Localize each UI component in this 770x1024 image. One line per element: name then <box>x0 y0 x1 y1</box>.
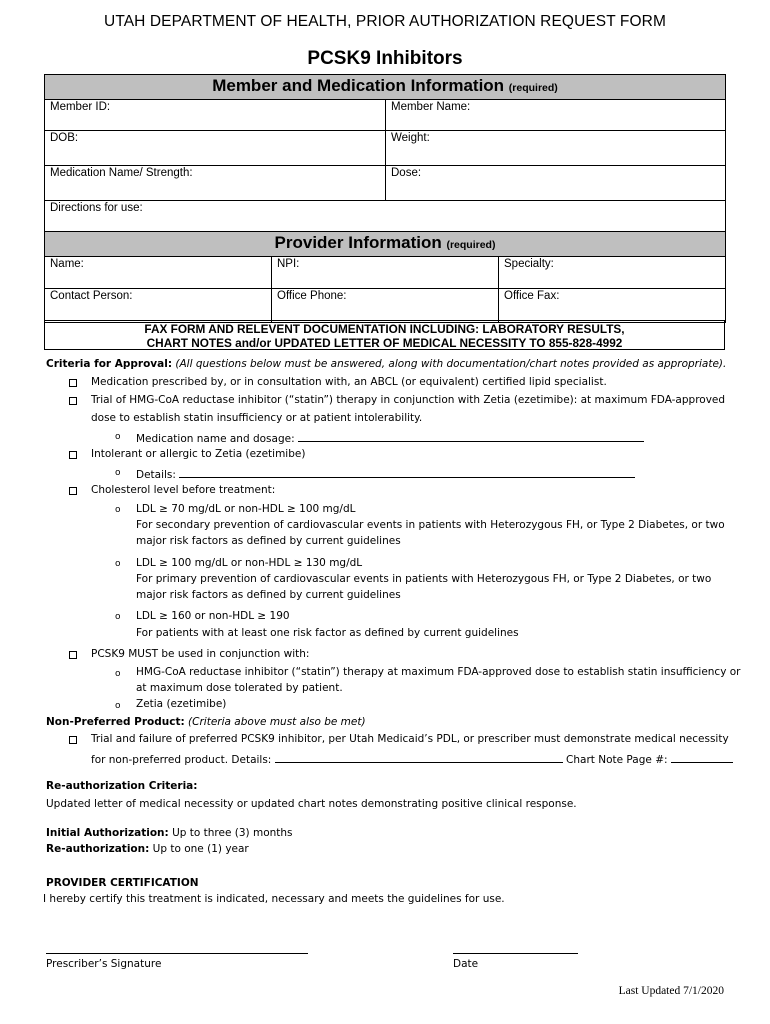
criteria-item-2-line2: dose to establish statin insufficiency or at patient intolerability. <box>91 412 423 424</box>
criteria-item-2-line1: Trial of HMG-CoA reductase inhibitor (“statin”) therapy in conjunction with Zetia (ezetimibe): at maximum FDA-approved <box>91 394 726 406</box>
directions-label: Directions for use: <box>50 202 143 214</box>
reauthorization <box>46 843 249 855</box>
reauth-label: Re-authorization: <box>46 843 150 855</box>
specialty-label: Specialty: <box>504 258 554 270</box>
bullet-circle-icon: o <box>115 701 121 711</box>
criteria-label: Criteria for Approval: <box>46 358 173 370</box>
ldl-option-1: LDL ≥ 70 mg/dL or non-HDL ≥ 100 mg/dL <box>136 503 356 515</box>
checkbox-pcsk9-conjunction[interactable] <box>69 651 77 659</box>
initial-auth-text: Up to three (3) months <box>168 827 293 839</box>
criteria-item-5: PCSK9 MUST be used in conjunction with: <box>91 648 310 660</box>
medication-dosage-input[interactable] <box>298 430 644 442</box>
non-preferred-note: (Criteria above must also be met) <box>188 716 366 728</box>
specialty-field[interactable] <box>499 257 726 289</box>
chart-note-input[interactable] <box>671 751 733 763</box>
criteria-item-4: Cholesterol level before treatment: <box>91 484 276 496</box>
dose-field[interactable] <box>386 166 726 201</box>
dob-label: DOB: <box>50 132 79 144</box>
reauth-criteria-text: Updated letter of medical necessity or updated chart notes demonstrating positive clinical response. <box>46 798 577 810</box>
checkbox-cholesterol[interactable] <box>69 487 77 495</box>
reauth-text: Up to one (1) year <box>149 843 249 855</box>
reauth-criteria-label: Re-authorization Criteria: <box>46 780 198 792</box>
member-id-label: Member ID: <box>50 101 111 113</box>
criteria-item-5-a1: HMG-CoA reductase inhibitor (“statin”) therapy at maximum FDA-approved dose to establish statin insufficiency or <box>136 666 741 678</box>
office-phone-label: Office Phone: <box>277 290 347 302</box>
provider-info-table <box>44 231 726 323</box>
provider-heading-text: Provider Information <box>274 233 442 252</box>
prescriber-signature-label: Prescriber’s Signature <box>46 958 162 970</box>
weight-label: Weight: <box>391 132 430 144</box>
non-preferred-item-line1: Trial and failure of preferred PCSK9 inhibitor, per Utah Medicaid’s PDL, or prescriber must demonstrate medical necessity <box>91 733 729 745</box>
ldl-option-3-desc1: For patients with at least one risk factor as defined by current guidelines <box>136 627 519 639</box>
checkbox-lipid-specialist[interactable] <box>69 379 77 387</box>
bullet-circle-icon: o <box>115 505 121 515</box>
bullet-circle-icon: o <box>115 669 121 679</box>
provider-certification-text: I hereby certify this treatment is indicated, necessary and meets the guidelines for use. <box>43 893 505 905</box>
bullet-circle-icon: o <box>115 612 121 622</box>
checkbox-statin-trial[interactable] <box>69 397 77 405</box>
contact-person-field[interactable] <box>45 289 272 323</box>
checkbox-non-preferred[interactable] <box>69 736 77 744</box>
member-required-label: (required) <box>508 82 558 94</box>
medication-dosage-label: Medication name and dosage: <box>136 433 295 445</box>
member-name-field[interactable] <box>386 100 726 131</box>
non-preferred-item-line2 <box>91 751 733 766</box>
medication-field[interactable] <box>45 166 386 201</box>
ldl-option-1-desc2: major risk factors as defined by current guidelines <box>136 535 401 547</box>
contact-person-label: Contact Person: <box>50 290 133 302</box>
non-preferred-details-input[interactable] <box>275 751 563 763</box>
office-fax-field[interactable] <box>499 289 726 323</box>
ldl-option-2-desc2: major risk factors as defined by current guidelines <box>136 589 401 601</box>
bullet-circle-icon: o <box>115 468 121 478</box>
criteria-item-1: Medication prescribed by, or in consultation with, an ABCL (or equivalent) certified lipid specialist. <box>91 376 607 388</box>
fax-notice <box>44 320 725 350</box>
member-id-field[interactable] <box>45 100 386 131</box>
form-title: PCSK9 Inhibitors <box>307 48 463 69</box>
npi-field[interactable] <box>272 257 499 289</box>
initial-authorization <box>46 827 293 839</box>
last-updated: Last Updated 7/1/2020 <box>618 985 724 997</box>
member-section-heading <box>45 75 726 100</box>
office-phone-field[interactable] <box>272 289 499 323</box>
bullet-circle-icon: o <box>115 432 121 442</box>
zetia-details-label: Details: <box>136 469 176 481</box>
fax-notice-line2: CHART NOTES and/or UPDATED LETTER OF MEDICAL NECESSITY TO 855-828-4992 <box>146 336 623 350</box>
ldl-option-3: LDL ≥ 160 or non-HDL ≥ 190 <box>136 610 290 622</box>
criteria-item-3-sub <box>136 466 635 481</box>
member-info-table <box>44 74 726 236</box>
weight-field[interactable] <box>386 131 726 166</box>
non-preferred-heading <box>46 716 366 728</box>
criteria-note: (All questions below must be answered, along with documentation/chart notes provided as appropriate). <box>175 358 727 370</box>
dose-label: Dose: <box>391 167 422 179</box>
criteria-item-5-a2: at maximum dose tolerated by patient. <box>136 682 343 694</box>
non-preferred-label: Non-Preferred Product: <box>46 716 185 728</box>
npi-label: NPI: <box>277 258 300 270</box>
medication-label: Medication Name/ Strength: <box>50 167 193 179</box>
date-label: Date <box>453 958 479 970</box>
prescriber-signature-line[interactable] <box>46 953 308 954</box>
provider-required-label: (required) <box>446 239 496 251</box>
criteria-item-5-b: Zetia (ezetimibe) <box>136 698 227 710</box>
date-line[interactable] <box>453 953 578 954</box>
chart-note-label: Chart Note Page #: <box>566 754 668 766</box>
criteria-heading <box>46 358 726 370</box>
criteria-item-3: Intolerant or allergic to Zetia (ezetimibe) <box>91 448 306 460</box>
zetia-details-input[interactable] <box>179 466 635 478</box>
ldl-option-1-desc1: For secondary prevention of cardiovascular events in patients with Heterozygous FH, or Type 2 Diabetes, or two <box>136 519 725 531</box>
provider-name-field[interactable] <box>45 257 272 289</box>
provider-certification-label: PROVIDER CERTIFICATION <box>46 877 199 889</box>
criteria-item-2-sub <box>136 430 644 445</box>
initial-auth-label: Initial Authorization: <box>46 827 169 839</box>
office-fax-label: Office Fax: <box>504 290 560 302</box>
provider-section-heading <box>45 232 726 257</box>
ldl-option-2-desc1: For primary prevention of cardiovascular events in patients with Heterozygous FH, or Type 2 Diabetes, or two <box>136 573 712 585</box>
non-preferred-details-label: for non-preferred product. Details: <box>91 754 272 766</box>
provider-name-label: Name: <box>50 258 84 270</box>
page-title: UTAH DEPARTMENT OF HEALTH, PRIOR AUTHORIZATION REQUEST FORM <box>104 13 666 30</box>
member-name-label: Member Name: <box>391 101 471 113</box>
dob-field[interactable] <box>45 131 386 166</box>
bullet-circle-icon: o <box>115 559 121 569</box>
fax-notice-line1: FAX FORM AND RELEVENT DOCUMENTATION INCLUDING: LABORATORY RESULTS, <box>144 322 625 336</box>
ldl-option-2: LDL ≥ 100 mg/dL or non-HDL ≥ 130 mg/dL <box>136 557 363 569</box>
checkbox-zetia-intolerant[interactable] <box>69 451 77 459</box>
member-heading-text: Member and Medication Information <box>212 76 505 95</box>
